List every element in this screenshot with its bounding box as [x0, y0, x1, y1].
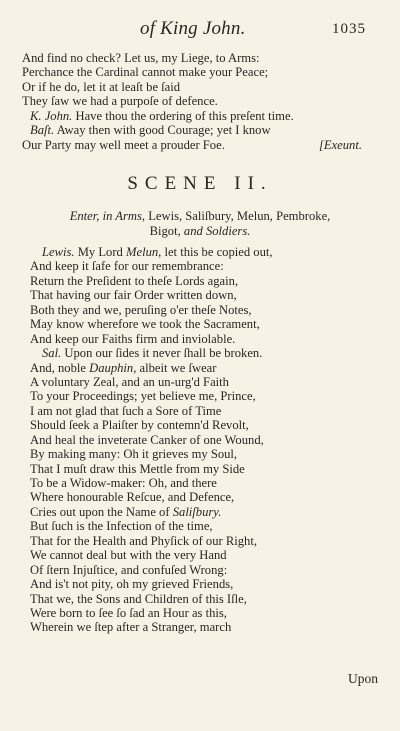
verse-line: Perchance the Cardinal cannot make your Peace;: [22, 65, 269, 80]
verse-line: And keep it ſafe for our remembrance:: [30, 259, 224, 274]
verse-line: They ſaw we had a purpoſe of defence.: [22, 94, 218, 109]
verse-line: But ſuch is the Infection of the time,: [30, 519, 213, 534]
verse-line: That having our fair Order written down,: [30, 288, 237, 303]
stage-soldiers: and Soldiers.: [183, 223, 251, 238]
running-title: of King John.: [140, 18, 246, 39]
verse-line: Wherein we ſtep after a Stranger, march: [30, 620, 232, 635]
verse-line: May know wherefore we took the Sacrament,: [30, 317, 260, 332]
page-number: 1035: [332, 21, 366, 37]
speech-salisbury: [22, 346, 362, 360]
opening-verse: [22, 51, 362, 152]
verse-line: We cannot deal but with the very Hand: [30, 548, 227, 563]
speech-text: Upon our ſides it never ſhall be broken.: [64, 346, 263, 361]
verse-line: Were born to ſee ſo ſad an Hour as this,: [30, 605, 227, 620]
speech-king-john: [22, 109, 362, 123]
verse-line: [22, 138, 362, 152]
speech-text: And, noble: [30, 360, 86, 375]
speech-text: let this be copied out,: [164, 245, 273, 259]
verse-line: By making many: Oh it grieves my Soul,: [30, 447, 238, 462]
speech-text: Have thou the ordering of this preſent time.: [75, 108, 294, 123]
speaker-name: Baſt.: [30, 123, 55, 138]
verse-line: Return the Preſident to theſe Lords again,: [30, 273, 239, 288]
verse-line: A voluntary Zeal, and an un-urg'd Faith: [30, 374, 229, 389]
name-in-text: Saliſbury.: [172, 504, 222, 519]
speech-bastard: [22, 123, 362, 137]
verse-line: And keep our Faiths firm and inviolable.: [30, 331, 236, 346]
stage-line: [20, 209, 380, 224]
verse-line: That we, the Sons and Children of this Iſle,: [30, 591, 247, 606]
verse-line: To your Proceedings; yet believe me, Prince,: [30, 389, 256, 404]
speech-text: Away then with good Courage; yet I know: [56, 123, 271, 138]
speech-text: albeit we ſwear: [139, 360, 217, 375]
verse-line: [22, 505, 362, 519]
verse-line: Should ſeek a Plaiſter by contemn'd Revolt,: [30, 418, 249, 433]
verse-line: Of ſtern Injuſtice, and confuſed Wrong:: [30, 562, 228, 577]
verse-line: And heal the inveterate Canker of one Wound,: [30, 432, 264, 447]
verse-line: And find no check? Let us, my Liege, to Arms:: [22, 51, 260, 65]
speech-text: My Lord: [77, 245, 123, 259]
verse-line: That I muſt draw this Mettle from my Side: [30, 461, 245, 476]
speech-lewis: [22, 245, 362, 259]
stage-names: Bigot,: [149, 223, 181, 238]
speaker-name: Lewis.: [42, 245, 75, 259]
verse-line: I am not glad that ſuch a Sore of Time: [30, 403, 222, 418]
catchword: Upon: [348, 671, 378, 686]
name-in-text: Dauphin,: [89, 360, 137, 375]
speaker-name: Sal.: [42, 346, 62, 361]
scene-verse: [22, 245, 362, 635]
verse-line: And is't not pity, oh my grieved Friends,: [30, 577, 234, 592]
speech-text: Cries out upon the Name of: [30, 504, 170, 519]
name-in-text: Melun,: [125, 245, 162, 259]
verse-line: Where honourable Reſcue, and Defence,: [30, 490, 235, 505]
verse-line: Both they and we, peruſing o'er theſe Notes,: [30, 302, 252, 317]
verse-line: To be a Widow-maker: Oh, and there: [30, 476, 217, 490]
verse-line: Or if he do, let it at leaſt be ſaid: [22, 79, 181, 94]
page-header: [0, 18, 400, 44]
stage-direction: [20, 209, 380, 238]
speech-text: Our Party may well meet a prouder Foe.: [22, 137, 225, 152]
stage-names: Lewis, Saliſbury, Melun, Pembroke,: [148, 209, 331, 223]
stage-exit: [Exeunt.: [318, 137, 362, 152]
speaker-name: K. John.: [30, 108, 73, 123]
stage-line: [20, 224, 380, 239]
scene-title: SCENE II.: [127, 173, 273, 194]
verse-line: That for the Health and Phyſick of our Right,: [30, 533, 257, 548]
stage-enter: Enter, in Arms,: [69, 209, 146, 223]
verse-line: [22, 361, 362, 375]
